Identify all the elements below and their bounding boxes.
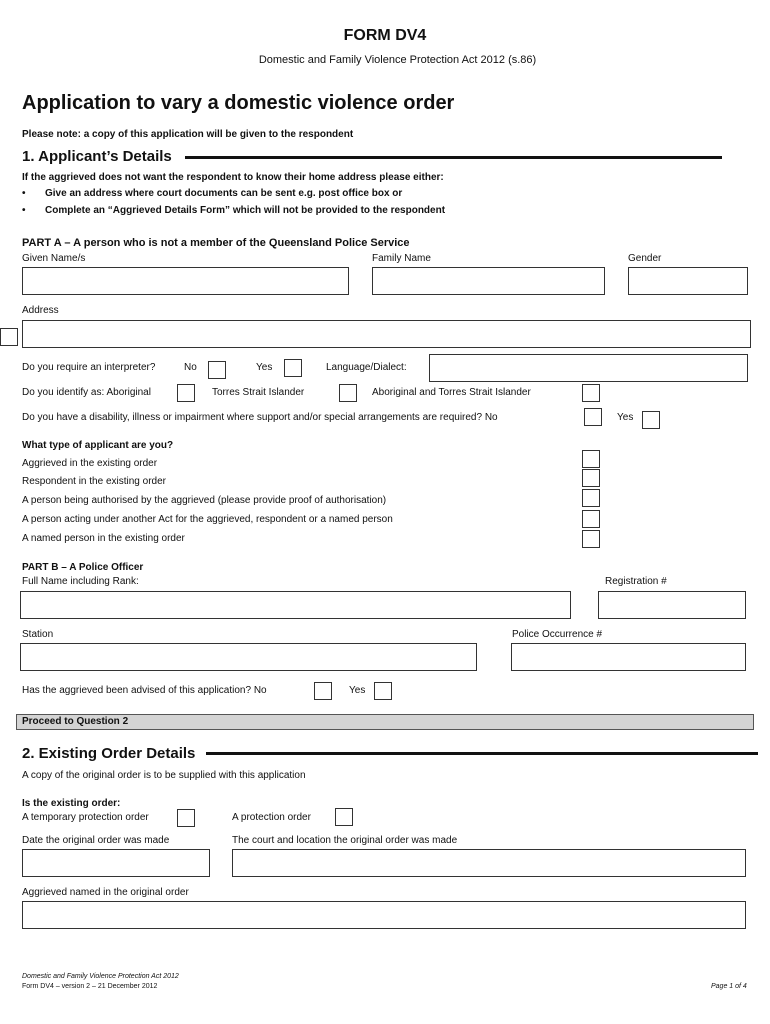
section2-rule xyxy=(206,752,758,755)
temporary-order-checkbox[interactable] xyxy=(177,809,195,827)
applicant-type-label: Aggrieved in the existing order xyxy=(22,458,158,469)
gender-input[interactable] xyxy=(628,267,748,295)
section2-heading: 2. Existing Order Details xyxy=(22,745,196,762)
footer-act: Domestic and Family Violence Protection Act 2012 xyxy=(22,973,179,980)
both-label: Aboriginal and Torres Strait Islander xyxy=(372,387,531,398)
station-label: Station xyxy=(22,629,54,640)
is-existing-label: Is the existing order: xyxy=(22,798,121,809)
address-label: Address xyxy=(22,305,59,316)
applicant-type-label: A named person in the existing order xyxy=(22,533,185,544)
interpreter-no-label: No xyxy=(184,362,197,373)
station-input[interactable] xyxy=(20,643,477,671)
gender-label: Gender xyxy=(628,253,662,264)
part-a-heading: PART A – A person who is not a member of the Queensland Police Service xyxy=(22,237,410,249)
applicant-type-label: Respondent in the existing order xyxy=(22,476,166,487)
disability-yes-checkbox[interactable] xyxy=(642,411,660,429)
bullet-item: Complete an “Aggrieved Details Form” which will not be provided to the respondent xyxy=(45,205,446,216)
occurrence-input[interactable] xyxy=(511,643,746,671)
advised-yes-label: Yes xyxy=(349,685,366,696)
full-name-label: Full Name including Rank: xyxy=(22,576,139,587)
section1-heading: 1. Applicant’s Details xyxy=(22,148,172,165)
identify-question: Do you identify as: Aboriginal xyxy=(22,387,151,398)
torres-checkbox[interactable] xyxy=(339,384,357,402)
form-code: FORM DV4 xyxy=(343,27,427,44)
copy-note: A copy of the original order is to be supplied with this application xyxy=(22,770,306,781)
disability-no-checkbox[interactable] xyxy=(584,408,602,426)
footer-version: Form DV4 – version 2 – 21 December 2012 xyxy=(22,983,158,990)
interpreter-yes-label: Yes xyxy=(256,362,273,373)
full-name-input[interactable] xyxy=(20,591,571,619)
proceed-label: Proceed to Question 2 xyxy=(22,716,129,727)
page-title: Application to vary a domestic violence order xyxy=(22,92,455,114)
advised-yes-checkbox[interactable] xyxy=(374,682,392,700)
address-input[interactable] xyxy=(22,320,751,348)
date-made-label: Date the original order was made xyxy=(22,835,170,846)
part-b-heading: PART B – A Police Officer xyxy=(22,562,144,573)
both-checkbox[interactable] xyxy=(582,384,600,402)
disability-yes-label: Yes xyxy=(617,412,634,423)
applicant-type-checkbox[interactable] xyxy=(582,489,600,507)
bullet-glyph: • xyxy=(22,205,26,216)
language-input[interactable] xyxy=(429,354,748,382)
applicant-type-label: A person being authorised by the aggrieved (please provide proof of authorisation) xyxy=(22,495,387,506)
respondent-note: Please note: a copy of this application will be given to the respondent xyxy=(22,129,354,140)
proceed-bar xyxy=(16,714,754,730)
court-location-label: The court and location the original order was made xyxy=(232,835,458,846)
advised-question: Has the aggrieved been advised of this application? No xyxy=(22,685,267,696)
disability-question: Do you have a disability, illness or impairment where support and/or special arrangements are required? No xyxy=(22,412,498,423)
registration-input[interactable] xyxy=(598,591,746,619)
interpreter-question: Do you require an interpreter? xyxy=(22,362,156,373)
aggrieved-named-input[interactable] xyxy=(22,901,746,929)
aggrieved-named-label: Aggrieved named in the original order xyxy=(22,887,189,898)
occurrence-label: Police Occurrence # xyxy=(512,629,603,640)
interpreter-yes-checkbox[interactable] xyxy=(284,359,302,377)
applicant-type-label: A person acting under another Act for the aggrieved, respondent or a named person xyxy=(22,514,393,525)
court-location-input[interactable] xyxy=(232,849,746,877)
given-names-input[interactable] xyxy=(22,267,349,295)
applicant-type-checkbox[interactable] xyxy=(582,510,600,528)
address-intro: If the aggrieved does not want the respondent to know their home address please either: xyxy=(22,172,444,183)
section1-rule xyxy=(185,156,722,159)
family-name-label: Family Name xyxy=(372,253,431,264)
applicant-type-checkbox[interactable] xyxy=(582,469,600,487)
protection-order-checkbox[interactable] xyxy=(335,808,353,826)
address-marker-checkbox[interactable] xyxy=(0,328,18,346)
given-names-label: Given Name/s xyxy=(22,253,86,264)
aboriginal-checkbox[interactable] xyxy=(177,384,195,402)
temporary-order-label: A temporary protection order xyxy=(22,812,149,823)
applicant-type-question: What type of applicant are you? xyxy=(22,440,174,451)
language-label: Language/Dialect: xyxy=(326,362,407,373)
applicant-type-checkbox[interactable] xyxy=(582,450,600,468)
bullet-glyph: • xyxy=(22,188,26,199)
family-name-input[interactable] xyxy=(372,267,605,295)
protection-order-label: A protection order xyxy=(232,812,311,823)
registration-label: Registration # xyxy=(605,576,667,587)
advised-no-checkbox[interactable] xyxy=(314,682,332,700)
act-reference: Domestic and Family Violence Protection Act 2012 (s.86) xyxy=(258,54,537,66)
interpreter-no-checkbox[interactable] xyxy=(208,361,226,379)
page-number: Page 1 of 4 xyxy=(711,983,747,990)
bullet-item: Give an address where court documents can be sent e.g. post office box or xyxy=(45,188,403,199)
torres-label: Torres Strait Islander xyxy=(212,387,305,398)
date-made-input[interactable] xyxy=(22,849,210,877)
applicant-type-checkbox[interactable] xyxy=(582,530,600,548)
